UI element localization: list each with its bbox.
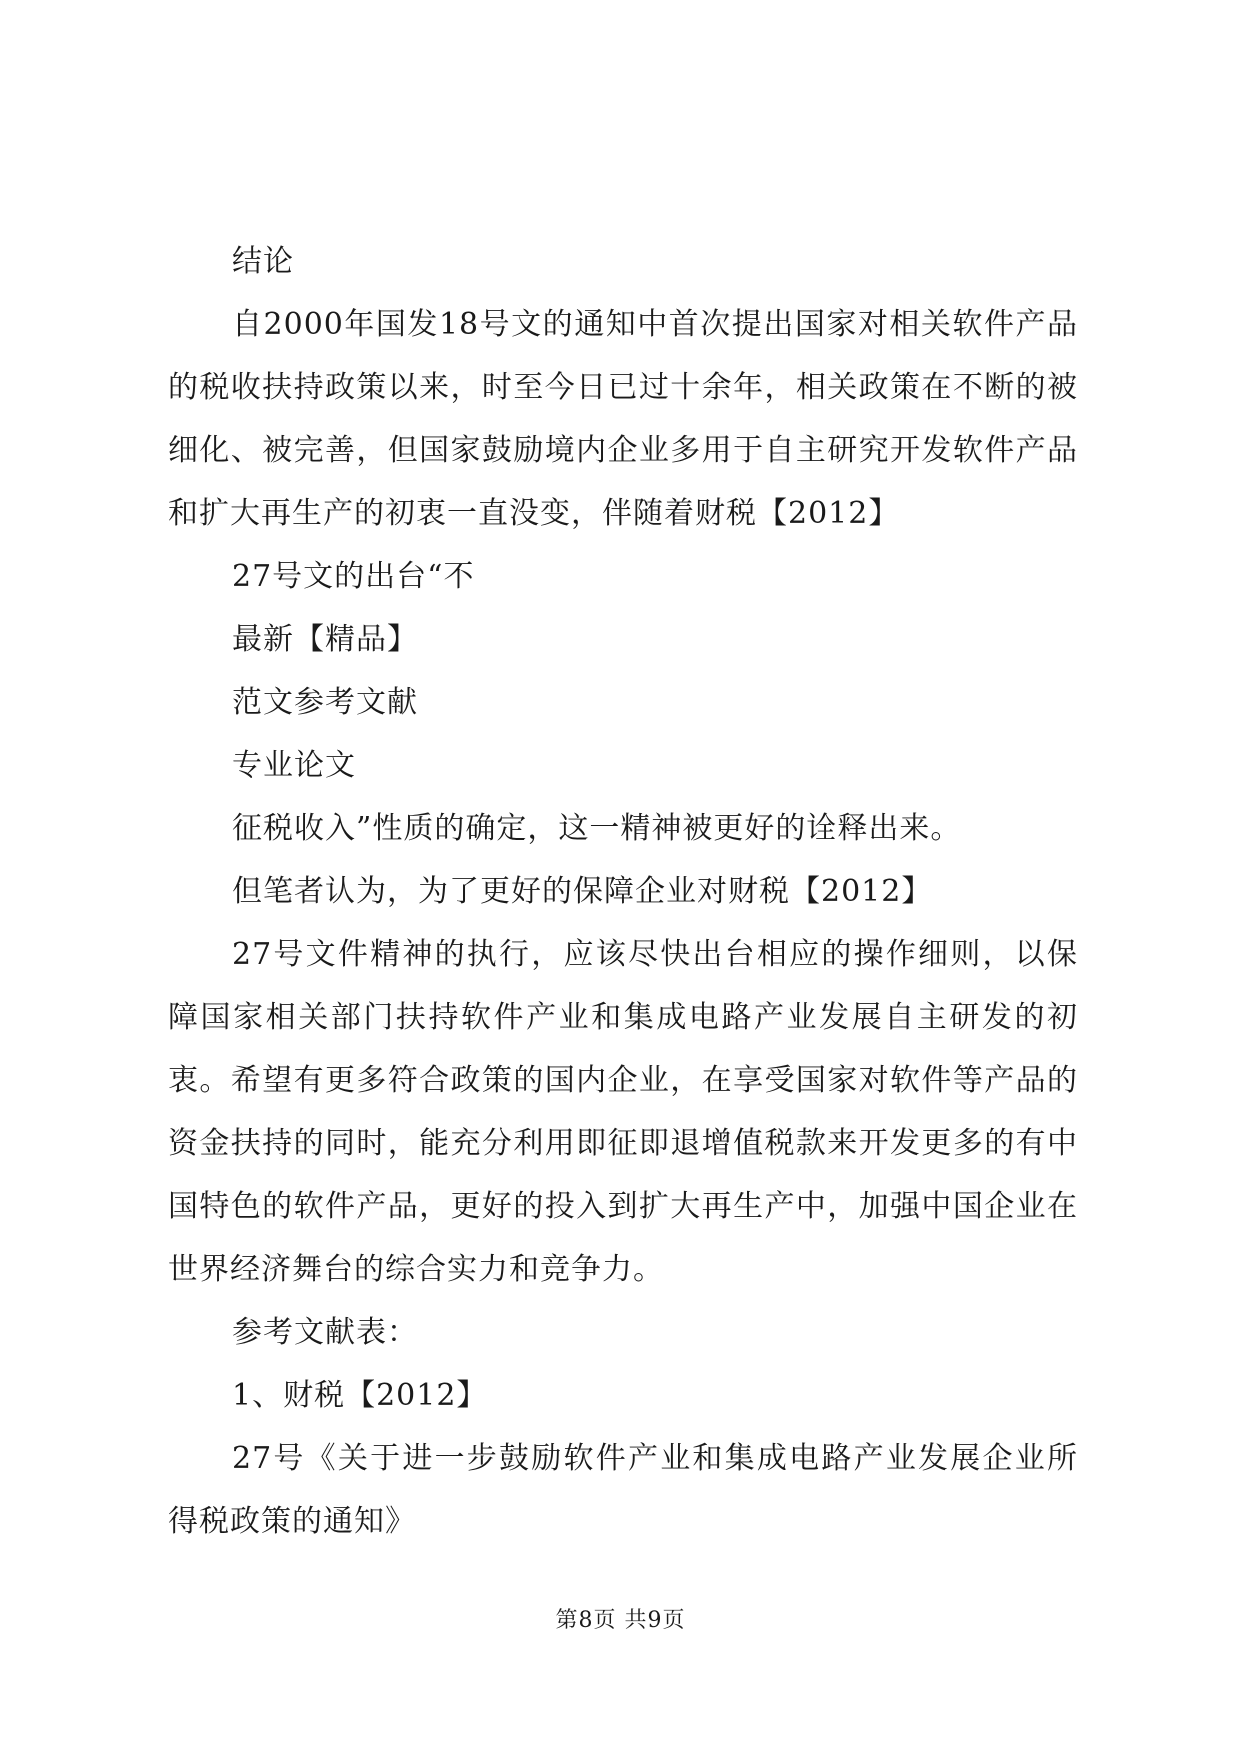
paragraph: 27号文的出台“不: [232, 559, 475, 594]
paragraph: 范文参考文献: [232, 685, 418, 720]
page-footer: [0, 1606, 1241, 1636]
paragraph: 最新【精品】: [232, 622, 418, 657]
paragraph: 专业论文: [232, 748, 356, 783]
heading-conclusion: 结论: [232, 244, 294, 279]
paragraph: 但笔者认为，为了更好的保障企业对财税【2012】: [232, 874, 933, 909]
paragraph: 自2000年国发18号文的通知中首次提出国家对相关软件产品的税收扶持政策以来，时至今日已过十余年，相关政策在不断的被细化、被完善，但国家鼓励境内企业多用于自主研究开发软件产品和扩大再生产的初衷一直没变，伴随着财税【2012】: [168, 307, 1078, 531]
references-heading: 参考文献表：: [232, 1315, 418, 1350]
reference-item: 27号《关于进一步鼓励软件产业和集成电路产业发展企业所得税政策的通知》: [168, 1441, 1078, 1539]
paragraph: 征税收入”性质的确定，这一精神被更好的诠释出来。: [232, 811, 962, 846]
document-body: [168, 230, 1078, 1553]
page-number-label: 第8页 共9页: [555, 1608, 686, 1633]
paragraph: 27号文件精神的执行，应该尽快出台相应的操作细则，以保障国家相关部门扶持软件产业和集成电路产业发展自主研发的初衷。希望有更多符合政策的国内企业，在享受国家对软件等产品的资金扶持的同时，能充分利用即征即退增值税款来开发更多的有中国特色的软件产品，更好的投入到扩大再生产中，加强中国企业在世界经济舞台的综合实力和竞争力。: [168, 937, 1078, 1287]
reference-item: 1、财税【2012】: [232, 1378, 488, 1413]
